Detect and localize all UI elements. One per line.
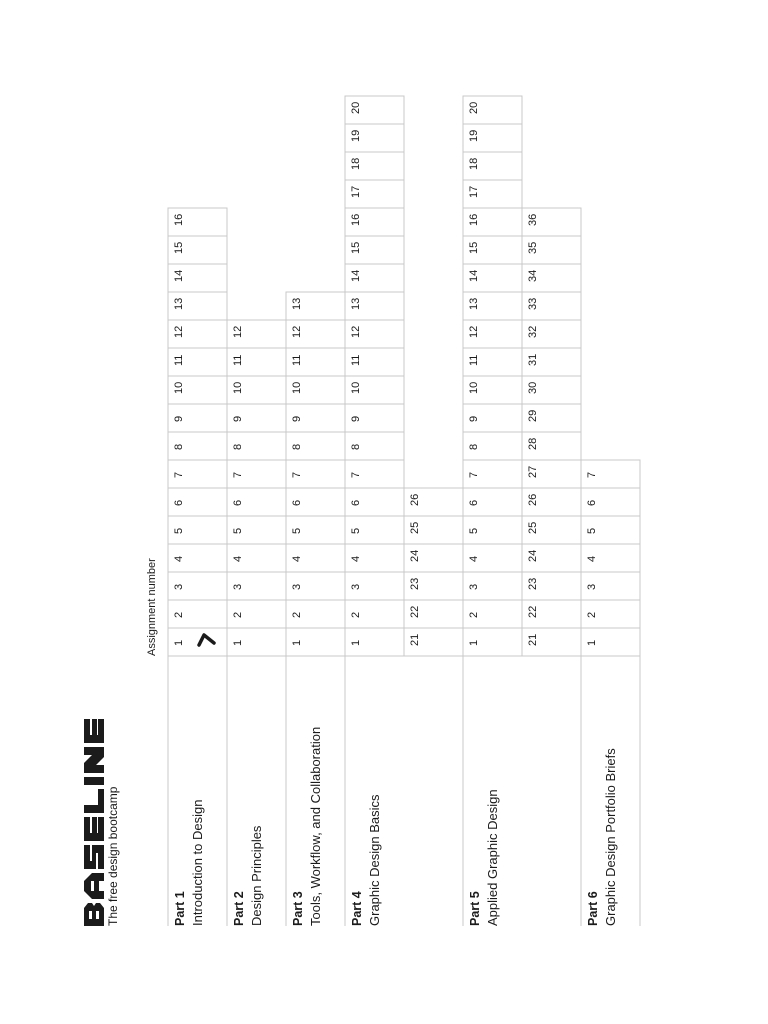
part-title: Part 2 [232, 891, 246, 926]
assignment-number: 7 [291, 471, 303, 478]
assignment-number: 12 [350, 325, 362, 338]
assignment-number: 11 [350, 354, 362, 366]
assignment-number: 4 [350, 555, 362, 562]
assignment-number: 31 [527, 353, 539, 366]
assignment-number: 5 [350, 527, 362, 534]
assignment-number: 8 [291, 443, 303, 450]
part-title: Part 3 [291, 891, 305, 926]
assignment-number: 12 [468, 325, 480, 338]
assignment-number: 15 [173, 241, 185, 254]
part-title: Part 1 [173, 891, 187, 926]
assignment-number: 26 [409, 493, 421, 506]
assignment-number: 3 [586, 583, 598, 590]
assignment-number: 23 [527, 577, 539, 590]
assignment-number: 10 [468, 381, 480, 394]
assignment-number: 24 [527, 549, 539, 562]
part-name: Applied Graphic Design [485, 789, 500, 926]
assignment-number: 8 [173, 443, 185, 450]
assignment-number: 1 [468, 639, 480, 646]
assignment-number: 4 [291, 555, 303, 562]
assignment-number: 9 [291, 415, 303, 422]
assignment-number: 5 [173, 527, 185, 534]
part-name: Graphic Design Basics [367, 794, 382, 926]
assignment-number: 7 [232, 471, 244, 478]
assignment-number: 34 [527, 269, 539, 282]
assignment-number: 12 [232, 325, 244, 338]
assignment-number: 12 [173, 325, 185, 338]
assignment-number: 5 [232, 527, 244, 534]
assignment-number: 3 [468, 583, 480, 590]
assignment-number: 10 [291, 381, 303, 394]
assignment-number: 36 [527, 213, 539, 226]
assignment-number: 7 [586, 471, 598, 478]
assignment-number: 11 [173, 354, 185, 366]
assignment-number: 16 [173, 213, 185, 226]
assignment-number: 22 [409, 605, 421, 618]
tagline: The free design bootcamp [106, 786, 120, 926]
assignment-row [463, 96, 522, 656]
assignment-number: 6 [350, 499, 362, 506]
assignment-number: 3 [291, 583, 303, 590]
assignment-number-label: Assignment number [146, 558, 158, 656]
assignment-number: 7 [173, 471, 185, 478]
assignment-number: 19 [350, 129, 362, 142]
assignment-number: 33 [527, 297, 539, 310]
part-name: Tools, Workflow, and Collaboration [308, 726, 323, 926]
assignment-number: 19 [468, 129, 480, 142]
assignment-number: 3 [232, 583, 244, 590]
assignment-row [345, 96, 404, 656]
assignment-row [227, 320, 286, 656]
assignment-number: 2 [586, 611, 598, 618]
assignment-number: 10 [173, 381, 185, 394]
assignment-number: 8 [232, 443, 244, 450]
assignment-number: 28 [527, 437, 539, 450]
assignment-number: 1 [173, 639, 185, 646]
assignment-number: 22 [527, 605, 539, 618]
assignment-number: 2 [232, 611, 244, 618]
assignment-number: 23 [409, 577, 421, 590]
assignment-number: 5 [468, 527, 480, 534]
assignment-number: 13 [173, 297, 185, 310]
assignment-number: 16 [468, 213, 480, 226]
assignment-number: 1 [586, 639, 598, 646]
assignment-number: 15 [468, 241, 480, 254]
assignment-number: 26 [527, 493, 539, 506]
assignment-number: 30 [527, 381, 539, 394]
assignment-number: 4 [173, 555, 185, 562]
assignment-number: 18 [468, 157, 480, 170]
assignment-number: 11 [468, 354, 480, 366]
assignment-number: 1 [350, 639, 362, 646]
assignment-row [286, 292, 345, 656]
assignment-number: 2 [291, 611, 303, 618]
assignment-number: 6 [232, 499, 244, 506]
assignment-number: 1 [291, 639, 303, 646]
assignment-number: 25 [527, 521, 539, 534]
assignment-number: 29 [527, 409, 539, 422]
assignment-number: 13 [468, 297, 480, 310]
assignment-number: 32 [527, 325, 539, 338]
assignment-row [522, 208, 581, 656]
assignment-number: 9 [350, 415, 362, 422]
assignment-number: 24 [409, 549, 421, 562]
assignment-number: 10 [350, 381, 362, 394]
part-name: Design Principles [249, 825, 264, 926]
assignment-number: 13 [350, 297, 362, 310]
assignment-number: 2 [468, 611, 480, 618]
assignment-number: 4 [586, 555, 598, 562]
assignment-number: 4 [468, 555, 480, 562]
assignment-number: 27 [527, 465, 539, 478]
assignment-number: 14 [173, 269, 185, 282]
assignment-number: 15 [350, 241, 362, 254]
assignment-number: 11 [291, 354, 303, 366]
assignment-number: 12 [291, 325, 303, 338]
assignment-number: 8 [350, 443, 362, 450]
part-name: Graphic Design Portfolio Briefs [603, 748, 618, 926]
part-name: Introduction to Design [190, 799, 205, 926]
assignment-number: 7 [350, 471, 362, 478]
assignment-number: 17 [350, 185, 362, 198]
assignment-number: 2 [350, 611, 362, 618]
assignment-number: 14 [350, 269, 362, 282]
assignment-number: 11 [232, 354, 244, 366]
assignment-number: 14 [468, 269, 480, 282]
assignment-number: 5 [586, 527, 598, 534]
assignment-number: 16 [350, 213, 362, 226]
assignment-number: 20 [350, 101, 362, 114]
part-title: Part 5 [468, 891, 482, 926]
assignment-number: 21 [409, 633, 421, 646]
assignment-number: 10 [232, 381, 244, 394]
assignment-row [581, 460, 640, 656]
assignment-number: 8 [468, 443, 480, 450]
assignment-number: 3 [350, 583, 362, 590]
assignment-number: 7 [468, 471, 480, 478]
assignment-number: 5 [291, 527, 303, 534]
assignment-number: 25 [409, 521, 421, 534]
assignment-number: 4 [232, 555, 244, 562]
assignment-number: 3 [173, 583, 185, 590]
assignment-number: 20 [468, 101, 480, 114]
assignment-row [404, 488, 463, 656]
assignment-number: 9 [232, 415, 244, 422]
assignment-number: 9 [173, 415, 185, 422]
assignment-number: 17 [468, 185, 480, 198]
assignment-number: 13 [291, 297, 303, 310]
part-title: Part 6 [586, 891, 600, 926]
assignment-number: 18 [350, 157, 362, 170]
assignment-number: 21 [527, 633, 539, 646]
assignment-number: 35 [527, 241, 539, 254]
part-title: Part 4 [350, 891, 364, 926]
assignment-number: 6 [291, 499, 303, 506]
assignment-number: 9 [468, 415, 480, 422]
assignment-number: 2 [173, 611, 185, 618]
assignment-number: 6 [173, 499, 185, 506]
assignment-number: 6 [586, 499, 598, 506]
assignment-row [168, 208, 227, 656]
assignment-number: 1 [232, 639, 244, 646]
assignment-number: 6 [468, 499, 480, 506]
